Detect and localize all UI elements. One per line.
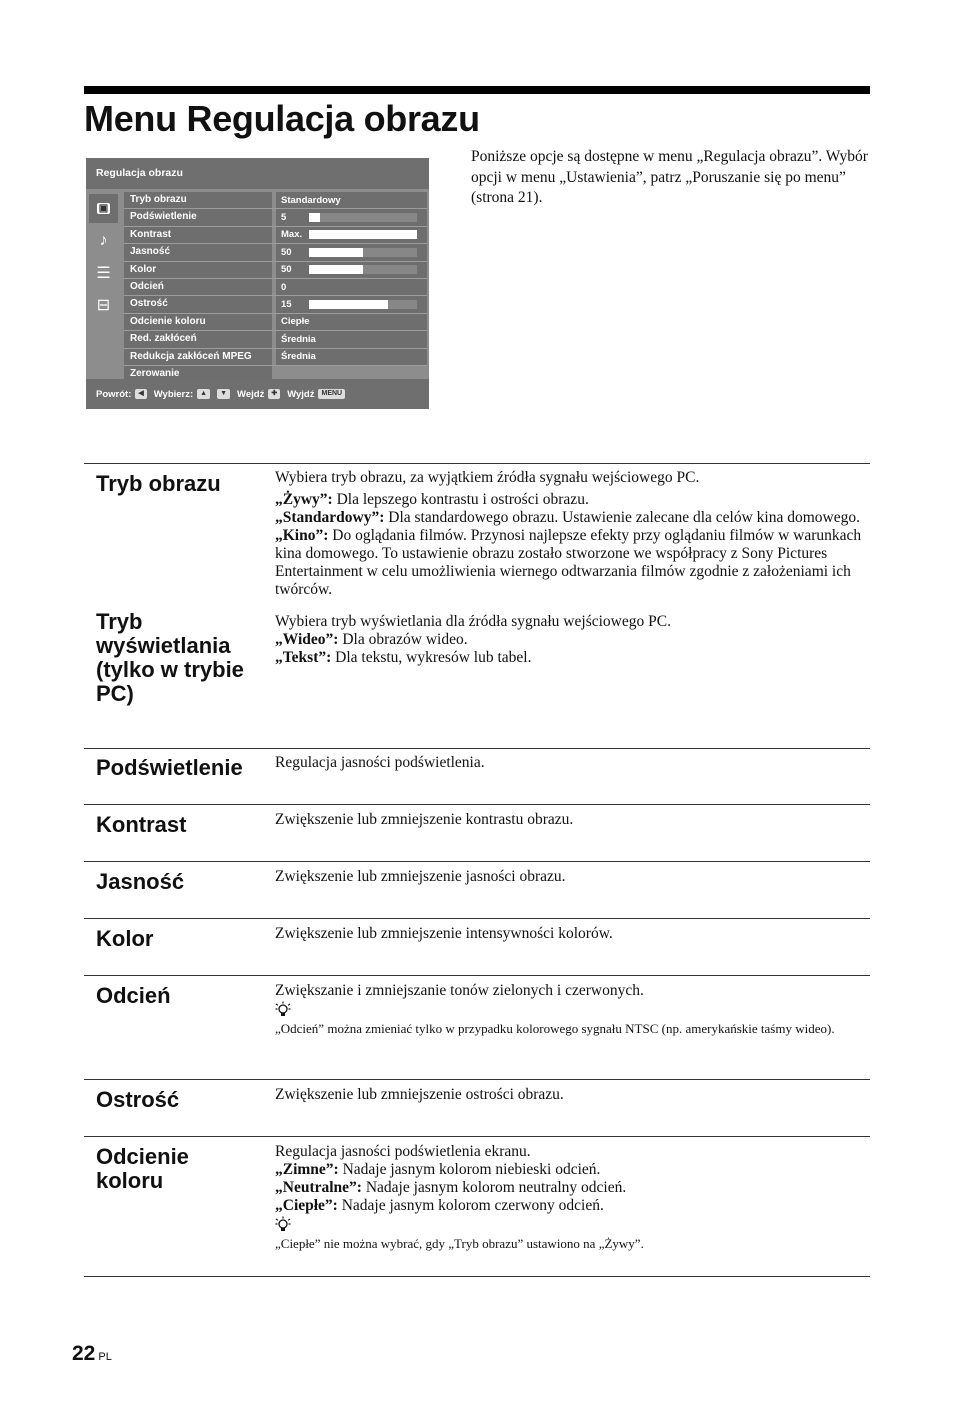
tv-menu-row-label: Zerowanie (124, 366, 272, 382)
entry-item (275, 649, 870, 667)
item-text: Dla obrazów wideo. (338, 631, 468, 648)
entry-body (275, 469, 870, 599)
entry-item (275, 1179, 870, 1197)
entry-note: „Odcień” można zmieniać tylko w przypadku kolorowego sygnału NTSC (np. amerykańskie taśmy wideo). (275, 1021, 835, 1036)
entry-item (275, 509, 870, 527)
tv-menu-level-bar (309, 265, 417, 274)
entry-item (275, 491, 870, 509)
tv-menu-row-value-cell (276, 209, 427, 225)
item-text: Nadaje jasnym kolorom niebieski odcień. (338, 1161, 601, 1178)
page-number (72, 1342, 112, 1366)
tv-menu-level-bar (309, 300, 417, 309)
left-arrow-key-icon: ◀ (135, 389, 146, 399)
tip-lightbulb-icon (275, 1216, 291, 1234)
entry-intro: Wybiera tryb obrazu, za wyjątkiem źródła sygnału wejściowego PC. (275, 469, 700, 486)
tv-menu-level-bar (309, 213, 417, 222)
entry-kontrast (84, 805, 870, 837)
tv-menu-row (124, 209, 427, 226)
entry-body: Zwiększenie lub zmniejszenie kontrastu obrazu. (275, 811, 574, 828)
tv-menu-row (124, 331, 427, 348)
item-text: Nadaje jasnym kolorom neutralny odcień. (361, 1179, 627, 1196)
tv-menu-row-value: 15 (281, 299, 292, 311)
entry-item (275, 631, 870, 649)
intro-text: Poniższe opcje są dostępne w menu „Regulacja obrazu”. Wybór opcji w menu „Ustawienia”, patrz „Poruszanie się po menu” (strona 21). (471, 148, 868, 206)
entry-tryb-obrazu (84, 464, 870, 599)
entry-name: Ostrość (96, 1087, 180, 1112)
section-ostrosc (84, 1080, 870, 1137)
tv-menu-row-label: Red. zakłóceń (124, 331, 272, 347)
up-arrow-key-icon: ▲ (197, 389, 210, 399)
item-text: Dla standardowego obrazu. Ustawienie zalecane dla celów kina domowego. (384, 509, 860, 526)
tv-menu-level-bar (309, 230, 417, 239)
tv-menu-row-label: Odcień (124, 279, 272, 295)
tv-menu-row-value: Średnia (281, 351, 316, 363)
description-table (84, 463, 870, 1277)
entry-name: Odcienie koloru (96, 1144, 189, 1193)
tv-menu-level-bar-fill (309, 213, 320, 222)
tv-menu-row-value-cell (276, 262, 427, 278)
item-term: „Neutralne”: (275, 1179, 362, 1196)
entry-body: Zwiększenie lub zmniejszenie jasności obrazu. (275, 868, 566, 885)
entry-item (275, 1197, 870, 1215)
tv-menu-row-label: Kolor (124, 262, 272, 278)
tv-menu-row-value-cell (276, 227, 427, 243)
entry-text: Zwiększanie i zmniejszanie tonów zielonych i czerwonych. (275, 982, 644, 999)
tv-menu-row (124, 192, 427, 209)
footer-back-label: Powrót: (96, 388, 132, 400)
item-text: Dla tekstu, wykresów lub tabel. (331, 649, 532, 666)
page-title: Menu Regulacja obrazu (84, 98, 480, 139)
entry-intro: Wybiera tryb wyświetlania dla źródła sygnału wejściowego PC. (275, 613, 671, 630)
tv-menu-row-value: 50 (281, 246, 292, 258)
tv-menu-row (124, 244, 427, 261)
tv-menu-row-value-cell (276, 244, 427, 260)
menu-key-icon: MENU (318, 389, 345, 399)
entry-name: Jasność (96, 869, 185, 894)
tv-menu-row-label: Kontrast (124, 227, 272, 243)
tv-menu-row-label: Ostrość (124, 296, 272, 312)
tv-menu-screenshot (86, 158, 429, 409)
tv-menu-row-value-cell (276, 296, 427, 312)
item-term: „Zimne”: (275, 1161, 339, 1178)
section-jasnosc (84, 862, 870, 919)
tv-menu-rows (124, 192, 427, 383)
tv-menu-icon-column (89, 194, 120, 322)
tv-menu-row-value-cell (276, 331, 427, 347)
item-text: Nadaje jasnym kolorom czerwony odcień. (337, 1197, 604, 1214)
section-tryb (84, 464, 870, 749)
item-term: „Wideo”: (275, 631, 339, 648)
tv-menu-level-bar-fill (309, 248, 363, 257)
item-text: Dla lepszego kontrastu i ostrości obrazu. (332, 491, 589, 508)
entry-name: Kontrast (96, 812, 187, 837)
tv-menu-row (124, 262, 427, 279)
tv-menu-row-value: 50 (281, 264, 292, 276)
section-odcien (84, 976, 870, 1080)
entry-intro: Regulacja jasności podświetlenia ekranu. (275, 1143, 531, 1160)
tv-menu-level-bar-fill (309, 300, 388, 309)
footer-enter-label: Wejdź (237, 388, 265, 400)
footer-exit-label: Wyjdź (287, 388, 315, 400)
tv-menu-level-bar-fill (309, 265, 363, 274)
tv-menu-row (124, 227, 427, 244)
item-term: „Żywy”: (275, 491, 333, 508)
music-note-icon: ♪ (99, 231, 108, 249)
tv-menu-row-label: Podświetlenie (124, 209, 272, 225)
entry-body (275, 982, 870, 1038)
entry-odcien (84, 976, 870, 1038)
section-kontrast (84, 805, 870, 862)
item-term: „Ciepłe”: (275, 1197, 338, 1214)
tv-menu-row-value-cell (276, 349, 427, 365)
tv-menu-row-value: Ciepłe (281, 316, 310, 328)
entry-odcienie-koloru (84, 1137, 870, 1253)
plus-key-icon: ✚ (268, 389, 280, 399)
entry-body: Regulacja jasności podświetlenia. (275, 754, 485, 771)
toolbox-icon: ⊟ (96, 296, 111, 314)
tv-menu-row-value-cell (276, 314, 427, 330)
entry-item (275, 527, 870, 599)
page-language: PL (98, 1351, 112, 1363)
page-number-value: 22 (72, 1342, 96, 1365)
list-icon: ☰ (96, 264, 111, 282)
entry-note: „Ciepłe” nie można wybrać, gdy „Tryb obrazu” ustawiono na „Żywy”. (275, 1236, 644, 1251)
entry-name: Tryb wyświetlania (tylko w trybie PC) (96, 609, 244, 706)
entry-item (275, 1161, 870, 1179)
tv-menu-row (124, 314, 427, 331)
tv-menu-row-label: Jasność (124, 244, 272, 260)
picture-icon: ▣ (89, 194, 118, 223)
down-arrow-key-icon: ▼ (217, 389, 230, 399)
tv-menu-row-label: Redukcja zakłóceń MPEG (124, 349, 272, 365)
tv-menu-row-label: Tryb obrazu (124, 192, 272, 208)
item-term: „Tekst”: (275, 649, 332, 666)
entry-body (275, 1143, 870, 1253)
tv-menu-row (124, 296, 427, 313)
section-podswietlenie (84, 749, 870, 805)
tv-menu-row-value: Max. (281, 229, 303, 241)
footer-select-label: Wybierz: (153, 388, 194, 400)
entry-body: Zwiększenie lub zmniejszenie intensywności kolorów. (275, 925, 613, 942)
tv-menu-row-value: 0 (281, 281, 287, 293)
entry-tryb-wyswietlania (84, 599, 870, 706)
entry-podswietlenie (84, 749, 870, 780)
item-term: „Standardowy”: (275, 509, 385, 526)
item-term: „Kino”: (275, 527, 329, 544)
tv-menu-row-value-cell (276, 192, 427, 208)
tv-menu-row-label: Odcienie koloru (124, 314, 272, 330)
tv-menu-title: Regulacja obrazu (86, 158, 429, 189)
entry-jasnosc (84, 862, 870, 894)
entry-name: Kolor (96, 926, 154, 951)
top-rule (84, 86, 870, 94)
tv-menu-level-bar-fill (309, 230, 417, 239)
entry-body (275, 610, 870, 706)
item-text: Do oglądania filmów. Przynosi najlepsze efekty przy oglądaniu filmów w warunkach kina domowego. To ustawienie obrazu zostało stworzone we współpracy z Sony Pictures Entertainment w celu umożliwienia wiernego odtwarzania filmów zgodnie z założeniami ich twórców. (275, 527, 862, 598)
tv-menu-row-value: 5 (281, 212, 287, 224)
entry-body: Zwiększenie lub zmniejszenie ostrości obrazu. (275, 1086, 564, 1103)
entry-name: Tryb obrazu (96, 471, 221, 496)
tv-menu-level-bar (309, 248, 417, 257)
tv-menu-row-value: Standardowy (281, 194, 341, 206)
tip-lightbulb-icon (275, 1001, 291, 1019)
section-kolor (84, 919, 870, 976)
tv-menu-row (124, 349, 427, 366)
tv-menu-footer (86, 379, 429, 409)
tv-menu-row-value-cell (276, 279, 427, 295)
tv-menu-row-value: Średnia (281, 333, 316, 345)
tv-menu-row (124, 279, 427, 296)
entry-ostrosc (84, 1080, 870, 1112)
entry-kolor (84, 919, 870, 951)
entry-name: Podświetlenie (96, 755, 243, 780)
entry-name: Odcień (96, 983, 171, 1008)
section-odcienie-koloru (84, 1137, 870, 1277)
